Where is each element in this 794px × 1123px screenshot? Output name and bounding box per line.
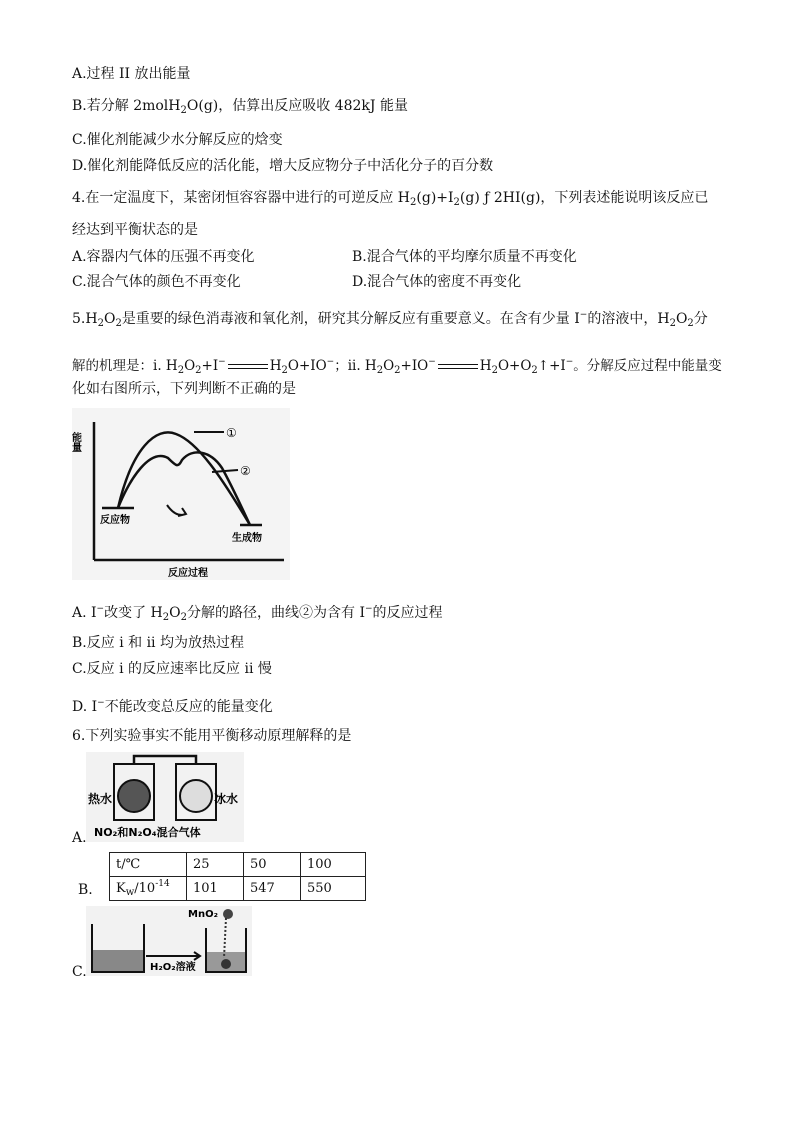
y-axis-label: 能量 — [69, 432, 81, 452]
cold-flask — [180, 780, 212, 812]
q3-option-d: D.催化剂能降低反应的活化能，增大反应物分子中活化分子的百分数 — [72, 158, 494, 174]
product-label: 生成物 — [232, 533, 262, 544]
q3-option-a: A.过程 II 放出能量 — [72, 66, 191, 82]
q3-option-b: B.若分解 2molH$_2$O(g)，估算出反应吸收 482kJ 能量 — [72, 98, 408, 116]
mno2-sediment — [221, 959, 231, 969]
mno2-particle — [223, 909, 233, 919]
reactant-label: 反应物 — [100, 515, 130, 526]
q5-mechanism: 解的机理是：i. $H_2O_2+I^-$ $H_2O+IO^-$；ii. $H_2O_2+IO^-$ $H_2O+O_2↑+I^-$。分解反应过程中能量变 — [72, 357, 722, 376]
q6-option-a-label: A. — [72, 830, 87, 846]
q5-stem: $5.H_2O_2$是重要的绿色消毒液和氧化剂，研究其分解反应有重要意义。在含有少量 I−的溶液中，$H_2O_2$分 — [72, 310, 708, 329]
q4-option-b: B.混合气体的平均摩尔质量不再变化 — [352, 249, 577, 265]
hot-water-label: 热水 — [88, 792, 113, 806]
q6-option-c-label: C. — [72, 964, 87, 980]
h2o2-beaker-figure — [86, 906, 252, 976]
table-cell: 25 — [187, 853, 244, 877]
h2o2-solution-label: H₂O₂溶液 — [150, 962, 196, 973]
kw-table — [109, 852, 366, 901]
mno2-label: MnO₂ — [188, 909, 218, 920]
x-axis-label: 反应过程 — [168, 568, 208, 579]
q6-option-b-label: B. — [78, 882, 93, 898]
q4-stem: 4.在一定温度下，某密闭恒容容器中进行的可逆反应 $H_2(g)+I_2(g)$ ƒ 2HI(g)，下列表述能说明该反应已 — [72, 190, 709, 208]
left-solution — [93, 950, 143, 971]
q5-option-b: B.反应 i 和 ii 均为放热过程 — [72, 635, 244, 651]
table-row — [110, 853, 366, 877]
q6-stem: 6.下列实验事实不能用平衡移动原理解释的是 — [72, 728, 352, 744]
table-cell: 50 — [244, 853, 301, 877]
gas-mixture-caption: NO₂和N₂O₄混合气体 — [94, 826, 201, 839]
curve-1-marker: ① — [226, 426, 237, 440]
equals-arrow-icon — [226, 362, 270, 372]
q4-option-d: D.混合气体的密度不再变化 — [352, 274, 522, 290]
energy-profile-figure — [69, 408, 290, 580]
table-row — [110, 877, 366, 901]
q4-option-a: A.容器内气体的压强不再变化 — [72, 249, 255, 265]
ice-water-label: 冰水 — [214, 792, 239, 806]
table-cell: 100 — [301, 853, 366, 877]
q4-stem-line2: 经达到平衡状态的是 — [72, 222, 198, 238]
q3-option-c: C.催化剂能减少水分解反应的焓变 — [72, 132, 283, 148]
q4-option-c: C.混合气体的颜色不再变化 — [72, 274, 241, 290]
table-cell: 101 — [187, 877, 244, 901]
table-cell: $K_w/10^{-14}$ — [110, 877, 187, 901]
curve-2-marker: ② — [240, 464, 251, 478]
hot-flask — [118, 780, 150, 812]
q5-option-d: D. I−不能改变总反应的能量变化 — [72, 698, 273, 715]
no2-flask-figure — [86, 752, 244, 842]
table-cell: t/℃ — [110, 853, 187, 877]
q5-option-c: C.反应 i 的反应速率比反应 ii 慢 — [72, 661, 272, 677]
q5-stem-line3: 化如右图所示，下列判断不正确的是 — [72, 381, 296, 397]
table-cell: 550 — [301, 877, 366, 901]
equals-arrow-icon — [436, 362, 480, 372]
q5-option-a: A. I−改变了 $H_2O_2$分解的路径，曲线②为含有 I−的反应过程 — [72, 604, 443, 623]
table-cell: 547 — [244, 877, 301, 901]
